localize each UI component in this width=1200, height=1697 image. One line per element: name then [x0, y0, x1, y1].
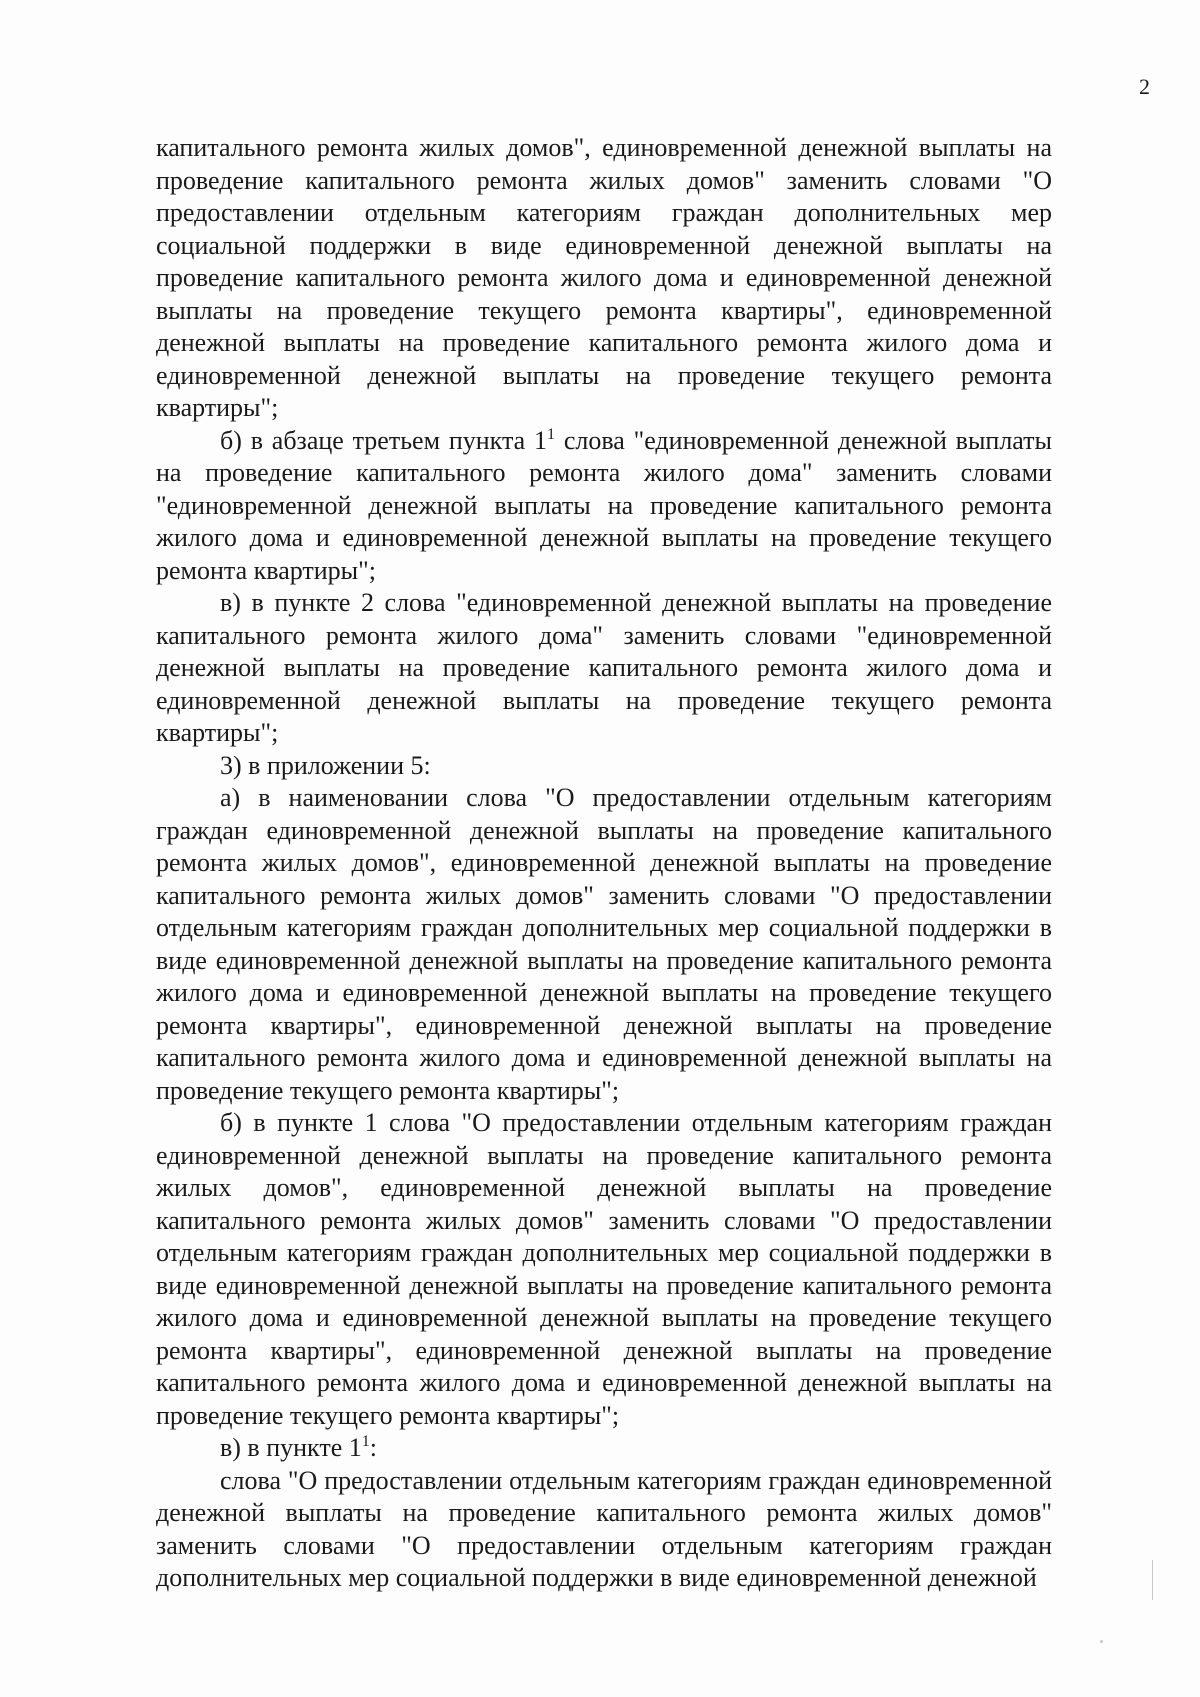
paragraph-text: в) в пункте 1 — [220, 1433, 362, 1462]
paragraph-item-3-prilozhenie-5: 3) в приложении 5: — [220, 750, 431, 780]
paragraph-item-v-punkt-1-1 — [156, 1432, 1052, 1465]
paragraph-text: : — [369, 1433, 377, 1462]
superscript: 1 — [547, 425, 556, 443]
superscript: 1 — [361, 1433, 370, 1450]
scan-artifact-dot — [1100, 1640, 1103, 1643]
paragraph-item-v-punkt-2: в) в пункте 2 слова "единовременной денежной выплаты на проведение капитального ремонта жилого дома" заменить словами "единовременной денежной выплаты на проведение капитального ремонта жилого дома и единовременной денежной выплаты на проведение текущего ремонта квартиры"; — [156, 588, 1052, 747]
paragraph-text: слова "единовременной денежной выплаты на проведение капитального ремонта жилого дома" заменить словами "единовременной денежной выплаты на проведение капитального ремонта жилого дома и единовременной денежной выплаты на проведение текущего ремонта квартиры"; — [156, 425, 1052, 585]
paragraph-item-a-naimenovanie: а) в наименовании слова "О предоставлении отдельным категориям граждан единовременной денежной выплаты на проведение капитального ремонта жилых домов", единовременной денежной выплаты на проведение капитального ремонта жилых домов" заменить словами "О предоставлении отдельным категориям граждан дополнительных мер социальной поддержки в виде единовременной денежной выплаты на проведение капитального ремонта жилого дома и единовременной денежной выплаты на проведение текущего ремонта квартиры", единовременной денежной выплаты на проведение капитального ремонта жилого дома и единовременной денежной выплаты на проведение текущего ремонта квартиры"; — [156, 783, 1052, 1105]
scan-artifact-line — [1152, 1560, 1153, 1600]
paragraph-continuation: капитального ремонта жилых домов", единовременной денежной выплаты на проведение капитального ремонта жилых домов" заменить словами "О предоставлении отдельным категориям граждан дополнительных мер социальной поддержки в виде единовременной денежной выплаты на проведение капитального ремонта жилого дома и единовременной денежной выплаты на проведение текущего ремонта квартиры", единовременной денежной выплаты на проведение капитального ремонта жилого дома и единовременной денежной выплаты на проведение текущего ремонта квартиры"; — [156, 133, 1052, 422]
page-number: 2 — [1139, 74, 1150, 99]
paragraph-item-b-abzac — [156, 425, 1052, 588]
paragraph-slova: слова "О предоставлении отдельным категориям граждан единовременной денежной выплаты на проведение капитального ремонта жилых домов" заменить словами "О предоставлении отдельным категориям граждан дополнительных мер социальной поддержки в виде единовременной денежной — [156, 1465, 1052, 1592]
paragraph-item-b-punkt-1: б) в пункте 1 слова "О предоставлении отдельным категориям граждан единовременной денежной выплаты на проведение капитального ремонта жилых домов", единовременной денежной выплаты на проведение капитального ремонта жилых домов" заменить словами "О предоставлении отдельным категориям граждан дополнительных мер социальной поддержки в виде единовременной денежной выплаты на проведение капитального ремонта жилого дома и единовременной денежной выплаты на проведение текущего ремонта квартиры", единовременной денежной выплаты на проведение капитального ремонта жилого дома и единовременной денежной выплаты на проведение текущего ремонта квартиры"; — [156, 1108, 1052, 1430]
paragraph-text: б) в абзаце третьем пункта 1 — [220, 425, 548, 455]
document-body — [156, 132, 1052, 1595]
